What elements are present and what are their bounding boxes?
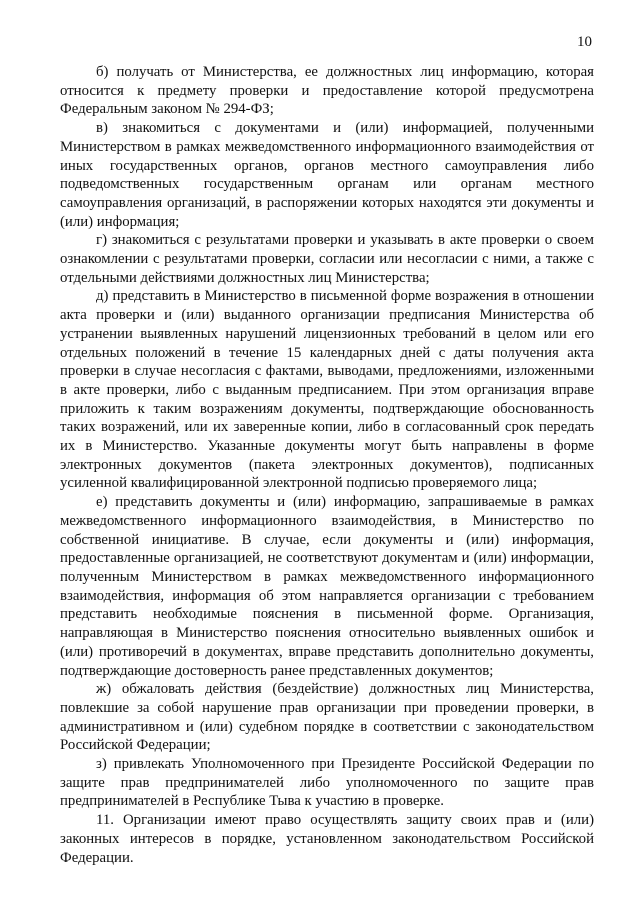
paragraph-v: в) знакомиться с документами и (или) информацией, полученными Министерством в рамках межведомственного информационного взаимодействия от иных государственных органов, органов местного самоуправления либо подведомственных государственным органам или органам местного самоуправления организаций, в распоряжении которых находятся эти документы и (или) информация; [60, 120, 594, 230]
paragraph-d: д) представить в Министерство в письменной форме возражения в отношении акта проверки и (или) выданного организации предписания Министерства об устранении выявленных нарушений лицензионных требований в целом или его отдельных положений в течение 15 календарных дней с даты получения акта проверки в случае несогласия с фактами, выводами, предложениями, изложенными в акте проверки, либо с выданным предписанием. При этом организация вправе приложить к таким возражениям документы, подтверждающие обоснованность таких возражений, или их заверенные копии, либо в согласованный срок передать их в Министерство. Указанные документы могут быть направлены в форме электронных документов (пакета электронных документов), подписанных усиленной квалифицированной электронной подписью проверяемого лица; [60, 288, 594, 492]
document-body [60, 63, 594, 867]
paragraph-g: г) знакомиться с результатами проверки и указывать в акте проверки о своем ознакомлении с результатами проверки, согласии или несогласии с ними, а также с отдельными действиями должностных лиц Министерства; [60, 232, 594, 286]
paragraph-zh: ж) обжаловать действия (бездействие) должностных лиц Министерства, повлекшие за собой нарушение прав организации при проведении проверки, в административном и (или) судебном порядке в соответствии с законодательством Российской Федерации; [60, 681, 594, 754]
paragraph-b: б) получать от Министерства, ее должностных лиц информацию, которая относится к предмету проверки и предоставление которой предусмотрена Федеральным законом № 294-ФЗ; [60, 64, 594, 118]
paragraph-z: з) привлекать Уполномоченного при Президенте Российской Федерации по защите прав предпринимателей либо уполномоченного по защите прав предпринимателей в Республике Тыва к участию в проверке. [60, 756, 594, 810]
paragraph-11: 11. Организации имеют право осуществлять защиту своих прав и (или) законных интересов в порядке, установленном законодательством Российской Федерации. [60, 812, 594, 866]
paragraph-e: е) представить документы и (или) информацию, запрашиваемые в рамках межведомственного информационного взаимодействия, в Министерство по собственной инициативе. В случае, если документы и (или) информация, предоставленные организацией, не соответствуют документам и (или) информации, полученным Министерством в рамках межведомственного информационного взаимодействия, информация об этом направляется организации с требованием представить необходимые пояснения в письменной форме. Организация, направляющая в Министерство пояснения относительно выявленных ошибок и (или) противоречий в документах, вправе представить дополнительно документы, подтверждающие достоверность ранее представленных документов; [60, 494, 594, 679]
page-number: 10 [577, 34, 592, 50]
